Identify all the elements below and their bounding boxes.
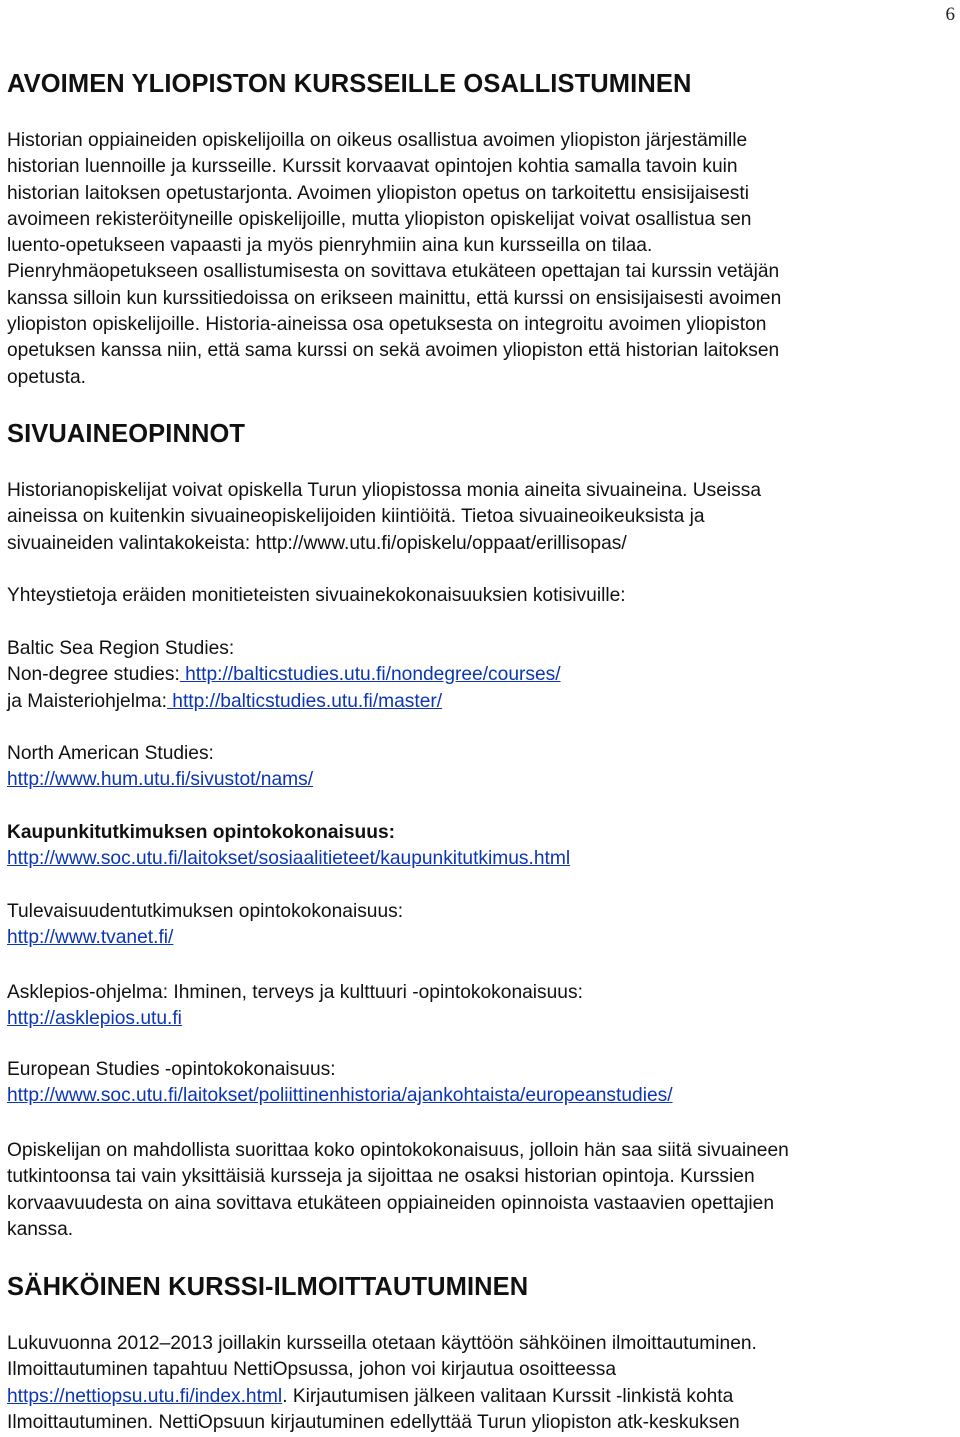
nams-title: North American Studies: xyxy=(7,743,214,764)
text-line: Opiskelijan on mahdollista suorittaa koko opintokokonaisuus, jolloin hän saa siitä sivuaineen xyxy=(7,1140,789,1161)
heading-avoin-yliopisto: AVOIMEN YLIOPISTON KURSSEILLE OSALLISTUMINEN xyxy=(7,70,692,98)
text-line: Lukuvuonna 2012–2013 joillakin kursseilla otetaan käyttöön sähköinen ilmoittautuminen. xyxy=(7,1333,757,1354)
paragraph-sivuaine-closing xyxy=(7,1138,953,1243)
baltic-master-line xyxy=(7,689,953,715)
paragraph-ilmoittautuminen xyxy=(7,1331,953,1436)
kaupunki-title: Kaupunkitutkimuksen opintokokonaisuus: xyxy=(7,822,396,843)
text-line: Ilmoittautuminen. NettiOpsuun kirjautuminen edellyttää Turun yliopiston atk-keskuksen xyxy=(7,1411,740,1433)
text-line: Historianopiskelijat voivat opiskella Turun yliopistossa monia aineita sivuaineina. Useissa xyxy=(7,480,762,501)
master-link[interactable]: http://balticstudies.utu.fi/master/ xyxy=(166,690,443,712)
nams-link[interactable]: http://www.hum.utu.fi/sivustot/nams/ xyxy=(7,769,314,791)
nondegree-label: Non-degree studies: xyxy=(7,664,180,686)
heading-sivuaineopinnot: SIVUAINEOPINNOT xyxy=(7,420,246,448)
contacts-intro xyxy=(7,583,953,609)
paragraph-avoin-yliopisto xyxy=(7,128,953,391)
baltic-studies-block xyxy=(7,636,953,715)
page-number: 6 xyxy=(945,4,955,25)
european-title: European Studies -opintokokonaisuus: xyxy=(7,1059,336,1080)
text-line: historian luennoille ja kursseille. Kurssit korvaavat opintojen kohtia samalla tavoin kuin xyxy=(7,156,738,178)
asklepios-block xyxy=(7,980,953,1033)
text-line: aineissa on kuitenkin sivuaineopiskelijoiden kiintiöitä. Tietoa sivuaineoikeuksista ja xyxy=(7,506,705,528)
kaupunki-block xyxy=(7,820,953,873)
baltic-nondegree-line xyxy=(7,662,953,688)
tulevaisuus-title: Tulevaisuudentutkimuksen opintokokonaisuus: xyxy=(7,901,404,922)
european-block xyxy=(7,1057,953,1110)
asklepios-title: Asklepios-ohjelma: Ihminen, terveys ja kulttuuri -opintokokonaisuus: xyxy=(7,982,583,1003)
heading-sahkoinen-ilmoittautuminen: SÄHKÖINEN KURSSI-ILMOITTAUTUMINEN xyxy=(7,1273,529,1301)
text-line: opetuksen kanssa niin, että sama kurssi on sekä avoimen yliopiston että historian laitoksen xyxy=(7,340,780,362)
text-line xyxy=(7,1384,953,1410)
european-link[interactable]: http://www.soc.utu.fi/laitokset/poliittinenhistoria/ajankohtaista/europeanstudies/ xyxy=(7,1085,673,1107)
text-line: tutkintoonsa tai vain yksittäisiä kursseja ja sijoittaa ne osaksi historian opintoja. Kurssien xyxy=(7,1166,755,1188)
asklepios-link[interactable]: http://asklepios.utu.fi xyxy=(7,1008,182,1030)
kaupunki-link[interactable]: http://www.soc.utu.fi/laitokset/sosiaalitieteet/kaupunkitutkimus.html xyxy=(7,848,571,870)
text-line: Pienryhmäopetukseen osallistumisesta on sovittava etukäteen opettajan tai kurssin vetäjän xyxy=(7,261,780,283)
nettiopsu-link[interactable]: https://nettiopsu.utu.fi/index.html xyxy=(7,1385,283,1407)
text-line: luento-opetukseen vapaasti ja myös pienryhmiin aina kun kursseilla on tilaa. xyxy=(7,235,653,257)
text-line: kanssa silloin kun kurssitiedoissa on erikseen mainittu, että kurssi on ensisijaisesti avoimen xyxy=(7,287,782,309)
master-label: ja Maisteriohjelma: xyxy=(7,690,167,712)
text-line: Historian oppiaineiden opiskelijoilla on oikeus osallistua avoimen yliopiston järjestämille xyxy=(7,130,748,151)
text-line: opetusta. xyxy=(7,366,86,388)
text-line: avoimeen rekisteröityneille opiskelijoille, mutta yliopiston opiskelijat voivat osallistua sen xyxy=(7,208,752,230)
text-line: Yhteystietoja eräiden monitieteisten sivuainekokonaisuuksien kotisivuille: xyxy=(7,585,626,606)
text-line: historian laitoksen opetustarjonta. Avoimen yliopiston opetus on tarkoitettu ensisijaisesti xyxy=(7,182,749,204)
tulevaisuus-link[interactable]: http://www.tvanet.fi/ xyxy=(7,927,174,949)
text-line: korvaavuudesta on aina sovittava etukäteen oppiaineiden opinnoista vastaavien opettajien xyxy=(7,1192,774,1214)
paragraph-sivuaine-intro xyxy=(7,478,953,557)
text-line: sivuaineiden valintakokeista: http://www.utu.fi/opiskelu/oppaat/erillisopas/ xyxy=(7,532,627,554)
nondegree-link[interactable]: http://balticstudies.utu.fi/nondegree/courses/ xyxy=(179,664,561,686)
text-line: Ilmoittautuminen tapahtuu NettiOpsussa, johon voi kirjautua osoitteessa xyxy=(7,1359,617,1381)
text-line: kanssa. xyxy=(7,1218,74,1240)
nams-block xyxy=(7,741,953,794)
tulevaisuus-block xyxy=(7,899,953,952)
text-fragment: . Kirjautumisen jälkeen valitaan Kurssit -linkistä kohta xyxy=(282,1385,734,1407)
text-line: yliopiston opiskelijoille. Historia-aineissa osa opetuksesta on integroitu avoimen yliopiston xyxy=(7,314,767,336)
baltic-title: Baltic Sea Region Studies: xyxy=(7,638,235,659)
